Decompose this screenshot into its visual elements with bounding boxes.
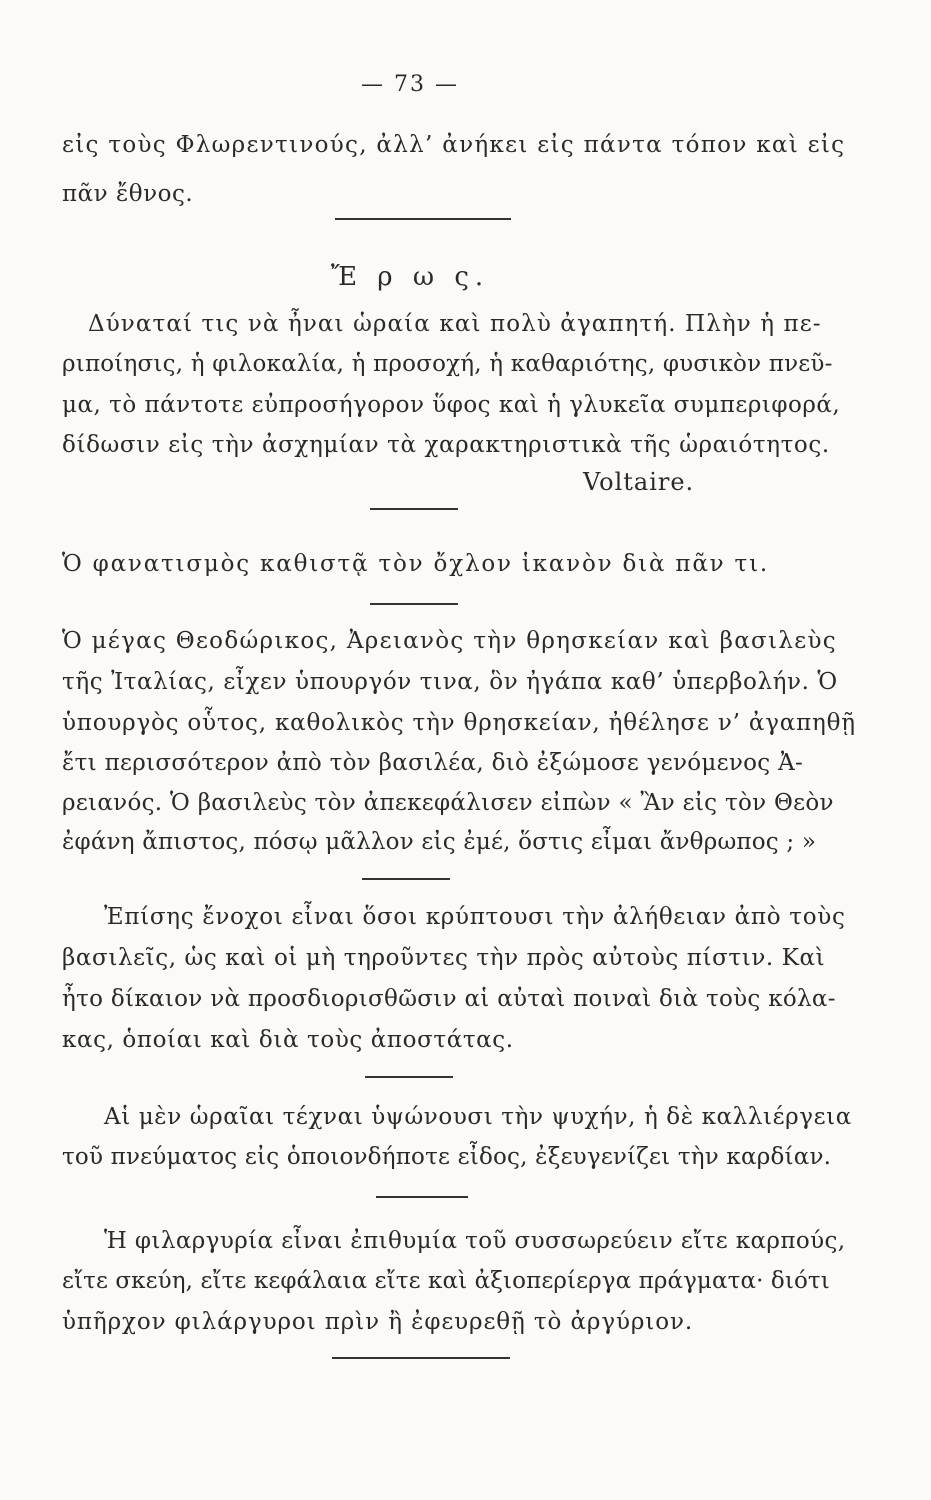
paragraph-line: ὑπῆρχον φιλάργυροι πρὶν ἢ ἐφευρεθῇ τὸ ἀργύριον. [62,1309,694,1335]
section-divider [335,218,511,220]
section-divider [362,878,450,880]
paragraph-line: Δύναταί τις νὰ ἦναι ὡραία καὶ πολὺ ἀγαπητή. Πλὴν ἡ πε- [88,311,822,337]
page-number: — 73 — [361,72,459,97]
paragraph-line: ἔτι περισσότερον ἀπὸ τὸν βασιλέα, διὸ ἐξώμοσε γενόμενος Ἀ- [62,750,804,776]
section-divider [370,603,458,605]
paragraph-line: εἴτε σκεύη, εἴτε κεφάλαια εἴτε καὶ ἀξιοπερίεργα πράγματα· διότι [62,1268,830,1294]
section-divider [332,1357,510,1359]
section-divider [365,1076,453,1078]
paragraph-line: πᾶν ἔθνος. [62,181,194,207]
paragraph-line: τοῦ πνεύματος εἰς ὁποιονδήποτε εἶδος, ἐξευγενίζει τὴν καρδίαν. [62,1144,832,1170]
paragraph-line: τῆς Ἰταλίας, εἶχεν ὑπουργόν τινα, ὃν ἠγάπα καθ’ ὑπερβολήν. Ὁ [62,669,838,695]
section-title: Ἔ ρ ω ς. [330,262,490,292]
paragraph-line: ρειανός. Ὁ βασιλεὺς τὸν ἀπεκεφάλισεν εἰπὼν « Ἂν εἰς τὸν Θεὸν [62,790,834,816]
paragraph-line: δίδωσιν εἰς τὴν ἀσχημίαν τὰ χαρακτηριστικὰ τῆς ὡραιότητος. [62,432,830,458]
paragraph-line: Ὁ φανατισμὸς καθιστᾷ τὸν ὄχλον ἱκανὸν διὰ πᾶν τι. [62,551,770,577]
paragraph-line: κας, ὁποίαι καὶ διὰ τοὺς ἀποστάτας. [62,1027,514,1053]
paragraph-line: ἦτο δίκαιον νὰ προσδιορισθῶσιν αἱ αὐταὶ ποιναὶ διὰ τοὺς κόλα- [62,986,836,1012]
paragraph-line: Αἱ μὲν ὡραῖαι τέχναι ὑψώνουσι τὴν ψυχήν, ἡ δὲ καλλιέργεια [104,1104,852,1130]
paragraph-line: Ὁ μέγας Θεοδώρικος, Ἀρειανὸς τὴν θρησκείαν καὶ βασιλεὺς [62,628,837,654]
paragraph-line: μα, τὸ πάντοτε εὐπροσήγορον ὕφος καὶ ἡ γλυκεῖα συμπεριφορά, [62,392,841,418]
paragraph-line: ὑπουργὸς οὗτος, καθολικὸς τὴν θρησκείαν, ἠθέλησε ν’ ἀγαπηθῇ [62,710,856,736]
paragraph-line: βασιλεῖς, ὡς καὶ οἱ μὴ τηροῦντες τὴν πρὸς αὐτοὺς πίστιν. Καὶ [62,945,826,971]
paragraph-line: ἐφάνη ἄπιστος, πόσῳ μᾶλλον εἰς ἐμέ, ὅστις εἶμαι ἄνθρωπος ; » [62,829,817,855]
section-divider [376,1196,468,1198]
paragraph-line: Ἐπίσης ἔνοχοι εἶναι ὅσοι κρύπτουσι τὴν ἀλήθειαν ἀπὸ τοὺς [104,904,846,930]
paragraph-line: ριποίησις, ἡ φιλοκαλία, ἡ προσοχή, ἡ καθαριότης, φυσικὸν πνεῦ- [62,351,833,377]
paragraph-line: εἰς τοὺς Φλωρεντινούς, ἀλλ’ ἀνήκει εἰς πάντα τόπον καὶ εἰς [62,132,846,158]
paragraph-line: Ἡ φιλαργυρία εἶναι ἐπιθυμία τοῦ συσσωρεύειν εἴτε καρπούς, [104,1228,846,1254]
section-divider [370,508,458,510]
author-signature: Voltaire. [583,468,695,496]
